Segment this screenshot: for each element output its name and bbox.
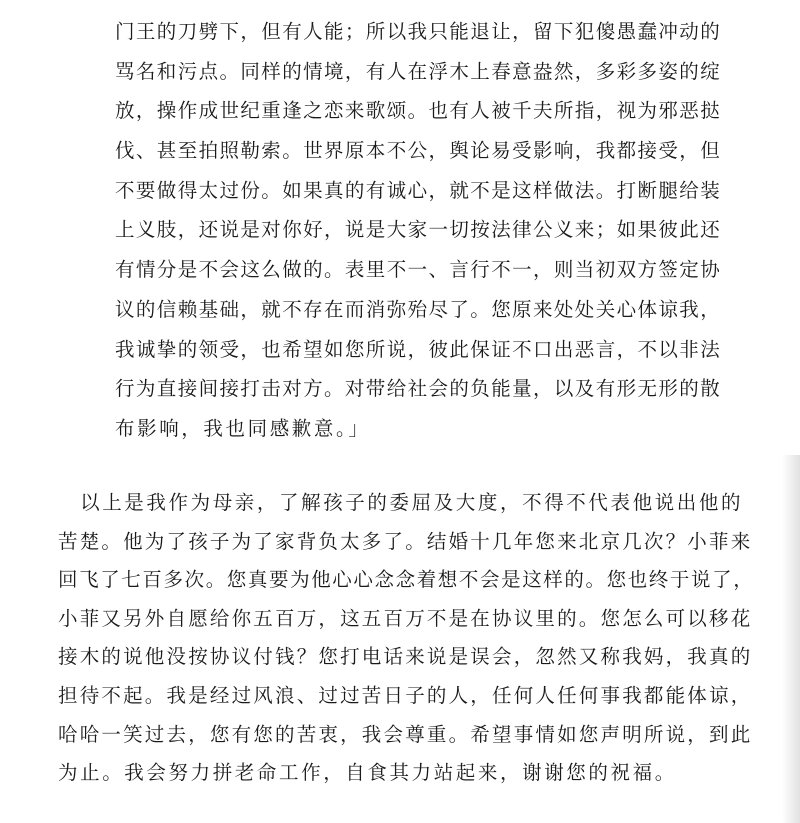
text-line: 伐、甚至拍照勒索。世界原本不公，舆论易受影响，我都接受，但 xyxy=(115,139,722,163)
text-line: 布影响，我也同感歉意。」 xyxy=(115,416,371,440)
text-line: 上义肢，还说是对你好，说是大家一切按法律公义来；如果彼此还 xyxy=(115,218,722,242)
text-line: 以上是我作为母亲，了解孩子的委屈及大度，不得不代表他说出他的 xyxy=(58,491,744,514)
text-line: 有情分是不会这么做的。表里不一、言行不一，则当初双方签定协 xyxy=(115,258,722,282)
text-line: 放，操作成世纪重逢之恋来歌颂。也有人被千夫所指，视为邪恶挞 xyxy=(115,99,722,123)
text-line: 行为直接间接打击对方。对带给社会的负能量，以及有形无形的散 xyxy=(115,377,722,401)
text-line: 为止。我会努力拼老命工作，自食其力站起来，谢谢您的祝福。 xyxy=(58,761,677,785)
text-line: 接木的说他没按协议付钱？您打电话来说是误会，忽然又称我妈，我真的 xyxy=(58,645,753,669)
page-edge-shadow xyxy=(782,455,800,823)
text-line: 议的信赖基础，就不存在而消弥殆尽了。您原来处处关心体谅我， xyxy=(115,297,722,321)
text-line: 小菲又另外自愿给你五百万，这五百万不是在协议里的。您怎么可以移花 xyxy=(58,606,753,630)
text-line: 骂名和污点。同样的情境，有人在浮木上春意盎然，多彩多姿的绽 xyxy=(115,59,722,83)
text-line: 哈哈一笑过去，您有您的苦衷，我会尊重。希望事情如您声明所说，到此 xyxy=(58,722,753,746)
text-line: 担待不起。我是经过风浪、过过苦日子的人，任何人任何事我都能体谅， xyxy=(58,683,753,707)
text-line: 我诚挚的领受，也希望如您所说，彼此保证不口出恶言，不以非法 xyxy=(115,337,722,361)
text-line: 门王的刀劈下，但有人能；所以我只能退让，留下犯傻愚蠢冲动的 xyxy=(115,20,722,43)
body-paragraph xyxy=(58,484,758,793)
text-line: 回飞了七百多次。您真要为他心心念念着想不会是这样的。您也终于说了， xyxy=(58,568,755,592)
text-line: 苦楚。他为了孩子为了家背负太多了。结婚十几年您来北京几次？小菲来 xyxy=(58,529,753,553)
text-line: 不要做得太过份。如果真的有诚心，就不是这样做法。打断腿给装 xyxy=(115,178,722,202)
quote-paragraph xyxy=(115,12,725,449)
